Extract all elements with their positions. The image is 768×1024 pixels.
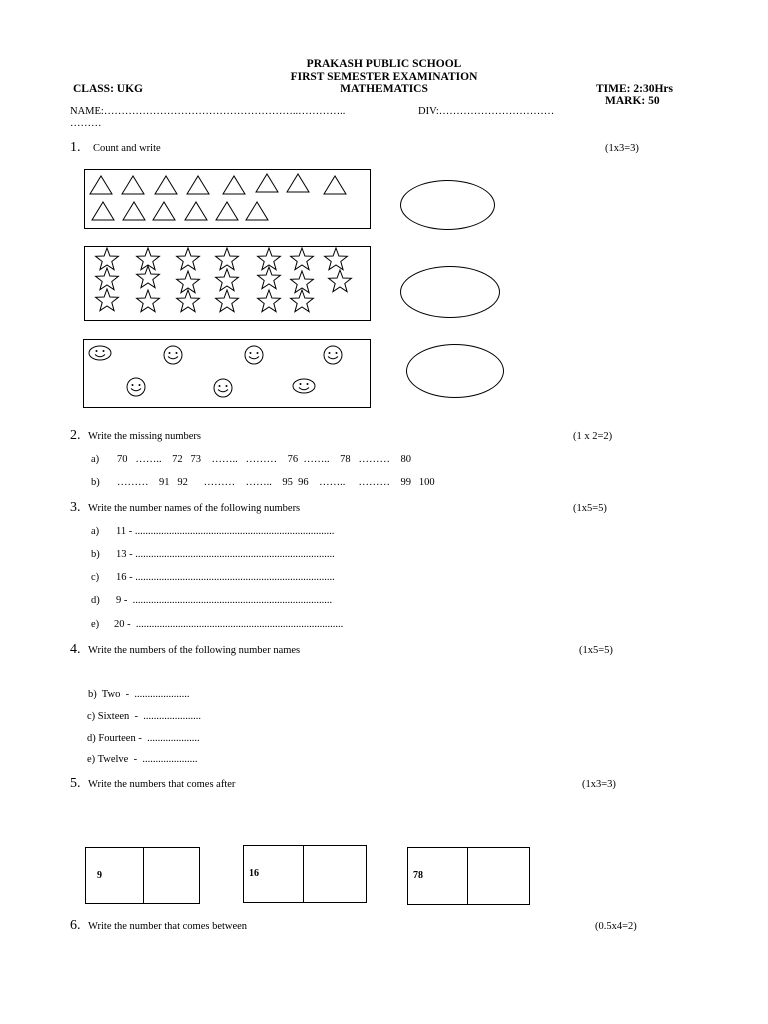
smileys-group [84,340,370,407]
q3-e-text: 20 - ............................................................................... [114,619,344,630]
star-icon [96,248,119,270]
q3-d-label: d) [91,595,100,606]
q4-number: 4. [70,642,81,657]
q5-marks: (1x3=3) [582,779,616,790]
q1-text: Count and write [93,143,161,154]
smiley-icon [127,378,145,396]
smiley-icon [293,379,315,393]
triangle-icon [287,174,309,192]
triangle-icon [256,174,278,192]
star-icon [216,248,239,270]
answer-oval-smileys[interactable] [406,344,504,398]
q2-b-label: b) [91,477,100,488]
stars-group [85,247,370,320]
after-box-1-number: 9 [97,870,102,881]
exam-title: FIRST SEMESTER EXAMINATION [290,71,478,83]
mark-label: MARK: 50 [605,95,660,107]
star-icon [177,290,200,312]
q3-marks: (1x5=5) [573,503,607,514]
q5-number: 5. [70,776,81,791]
star-icon [258,290,281,312]
q3-c-label: c) [91,572,100,583]
q2-a-label: a) [91,454,100,465]
q4-text: Write the numbers of the following number names [88,645,301,656]
q3-a-label: a) [91,526,100,537]
star-icon [216,269,239,291]
q2-a-sequence: 70 …….. 72 73 …….. ……… 76 …….. 78 ……… 80 [117,454,411,465]
smiley-icon [164,346,182,364]
triangle-icon [153,202,175,220]
q3-c-text: 16 - ............................................................................ [116,572,335,583]
q5-text: Write the numbers that comes after [88,779,236,790]
smiley-box [83,339,371,408]
answer-oval-stars[interactable] [400,266,500,318]
q4-item-e: e) Twelve - ..................... [87,754,198,765]
triangle-icon [122,176,144,194]
q1-number: 1. [70,140,81,155]
star-icon [325,248,348,270]
triangle-icon [90,176,112,194]
triangles-group [85,170,370,228]
q2-text: Write the missing numbers [88,431,202,442]
star-icon [96,289,119,311]
smiley-icon [324,346,342,364]
smiley-icon [245,346,263,364]
triangle-icon [223,176,245,194]
after-box-1-answer[interactable] [144,848,199,903]
triangle-icon [187,176,209,194]
q3-number: 3. [70,500,81,515]
after-box-3 [407,847,530,905]
after-box-1 [85,847,200,904]
name-line-continued: ……… [70,118,102,129]
star-icon [177,248,200,270]
star-icon [258,267,281,289]
q3-text: Write the number names of the following numbers [88,503,301,514]
div-line: DIV:…………………………… [418,106,555,117]
q3-e-label: e) [91,619,100,630]
q3-a-text: 11 - ............................................................................ [116,526,335,537]
q3-b-label: b) [91,549,100,560]
triangle-icon [216,202,238,220]
smiley-icon [214,379,232,397]
star-icon [291,290,314,312]
school-name: PRAKASH PUBLIC SCHOOL [306,58,462,70]
time-label: TIME: 2:30Hrs [596,83,673,95]
star-icon [137,266,160,288]
triangle-icon [155,176,177,194]
star-icon [291,248,314,270]
after-box-2 [243,845,367,903]
triangle-icon [123,202,145,220]
star-icon [216,290,239,312]
subject-title: MATHEMATICS [340,83,428,95]
q4-marks: (1x5=5) [579,645,613,656]
q4-item-b: b) Two - ..................... [88,689,190,700]
q6-marks: (0.5x4=2) [595,921,637,932]
star-icon [329,270,352,292]
smiley-icon [89,346,111,360]
q3-b-text: 13 - ............................................................................ [116,549,335,560]
after-box-2-number: 16 [249,868,259,879]
class-label: CLASS: UKG [73,83,143,95]
triangle-box [84,169,371,229]
q4-item-c: c) Sixteen - ...................... [87,711,202,722]
q4-item-d: d) Fourteen - .................... [87,733,200,744]
q2-marks: (1 x 2=2) [573,431,613,442]
q2-b-sequence: ……… 91 92 ……… …….. 95 96 …….. ……… 99 100 [117,477,435,488]
triangle-icon [246,202,268,220]
after-box-3-number: 78 [413,870,423,881]
q2-number: 2. [70,428,81,443]
q3-d-text: 9 - ............................................................................ [116,595,333,606]
q6-number: 6. [70,918,81,933]
star-box [84,246,371,321]
after-box-3-answer[interactable] [468,848,529,904]
name-line: NAME:………………………………………………..………….. [70,106,346,117]
star-icon [137,290,160,312]
q1-marks: (1x3=3) [605,143,639,154]
triangle-icon [185,202,207,220]
star-icon [96,268,119,290]
after-box-2-answer[interactable] [304,846,366,902]
answer-oval-triangles[interactable] [400,180,495,230]
triangle-icon [324,176,346,194]
q6-text: Write the number that comes between [88,921,248,932]
triangle-icon [92,202,114,220]
